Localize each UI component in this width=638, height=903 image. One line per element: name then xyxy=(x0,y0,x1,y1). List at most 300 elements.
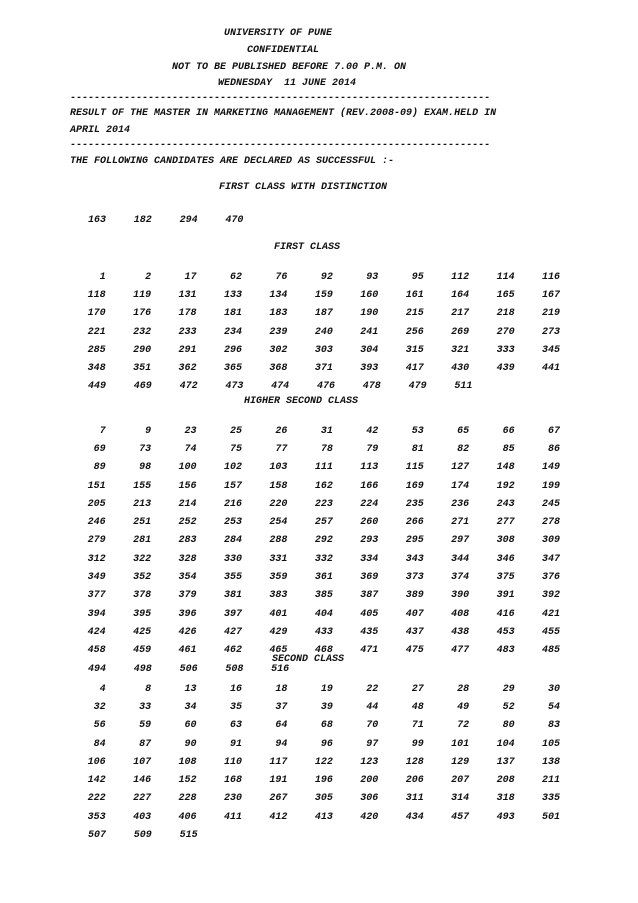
seat-number: 246 xyxy=(87,517,106,529)
seat-number: 48 xyxy=(411,701,424,713)
seat-number: 335 xyxy=(542,793,561,805)
seat-number: 106 xyxy=(87,756,106,768)
seat-number: 292 xyxy=(314,535,333,547)
seat-number-row xyxy=(70,550,560,568)
seat-number: 406 xyxy=(178,811,197,823)
seat-number: 164 xyxy=(451,289,470,301)
seat-number: 63 xyxy=(229,720,242,732)
seat-number: 142 xyxy=(87,775,106,787)
seat-number-row xyxy=(70,568,560,586)
seat-number: 470 xyxy=(225,214,244,226)
seat-number: 476 xyxy=(316,381,335,393)
grid-distinction xyxy=(70,211,560,229)
seat-number: 449 xyxy=(87,381,106,393)
result-title-line1: RESULT OF THE MASTER IN MARKETING MANAGEMENT (REV.2008-09) EXAM.HELD IN xyxy=(70,108,497,119)
seat-number: 331 xyxy=(269,553,288,565)
seat-number: 473 xyxy=(225,381,244,393)
seat-number: 483 xyxy=(496,645,515,657)
seat-number: 457 xyxy=(451,811,470,823)
seat-number-row xyxy=(70,753,560,771)
seat-number: 84 xyxy=(93,738,106,750)
seat-number: 394 xyxy=(87,608,106,620)
seat-number: 228 xyxy=(178,793,197,805)
seat-number: 206 xyxy=(405,775,424,787)
seat-number: 114 xyxy=(496,271,515,283)
seat-number: 474 xyxy=(271,381,290,393)
seat-number: 103 xyxy=(269,462,288,474)
seat-number: 330 xyxy=(223,553,242,565)
seat-number: 241 xyxy=(360,326,379,338)
seat-number: 230 xyxy=(223,793,242,805)
seat-number: 100 xyxy=(178,462,197,474)
seat-number: 334 xyxy=(360,553,379,565)
seat-number: 235 xyxy=(405,498,424,510)
header-confidential: CONFIDENTIAL xyxy=(247,45,320,56)
seat-number: 303 xyxy=(314,344,333,356)
seat-number: 165 xyxy=(496,289,515,301)
seat-number: 76 xyxy=(275,271,288,283)
seat-number: 369 xyxy=(360,572,379,584)
seat-number: 498 xyxy=(133,663,152,675)
seat-number: 157 xyxy=(223,480,242,492)
seat-number: 294 xyxy=(179,214,198,226)
seat-number: 253 xyxy=(223,517,242,529)
seat-number-row xyxy=(70,268,560,286)
seat-number: 227 xyxy=(133,793,152,805)
seat-number: 181 xyxy=(223,308,242,320)
seat-number: 411 xyxy=(223,811,242,823)
seat-number: 267 xyxy=(269,793,288,805)
seat-number: 13 xyxy=(184,683,197,695)
seat-number: 96 xyxy=(320,738,333,750)
section-title-first-class: FIRST CLASS xyxy=(274,242,341,253)
seat-number: 69 xyxy=(93,443,106,455)
seat-number: 54 xyxy=(548,701,561,713)
seat-number: 78 xyxy=(320,443,333,455)
seat-number: 86 xyxy=(548,443,561,455)
seat-number: 113 xyxy=(360,462,379,474)
seat-number: 351 xyxy=(133,363,152,375)
seat-number: 346 xyxy=(496,553,515,565)
seat-number: 158 xyxy=(269,480,288,492)
seat-number: 441 xyxy=(542,363,561,375)
seat-number: 361 xyxy=(314,572,333,584)
seat-number: 138 xyxy=(542,756,561,768)
seat-number: 243 xyxy=(496,498,515,510)
seat-number-row xyxy=(70,359,560,377)
seat-number: 102 xyxy=(223,462,242,474)
seat-number: 416 xyxy=(496,608,515,620)
seat-number-row xyxy=(70,587,560,605)
declaration: THE FOLLOWING CANDIDATES ARE DECLARED AS SUCCESSFUL :- xyxy=(70,156,395,167)
seat-number: 44 xyxy=(366,701,379,713)
seat-number: 127 xyxy=(451,462,470,474)
seat-number: 236 xyxy=(451,498,470,510)
seat-number: 35 xyxy=(229,701,242,713)
seat-number-row xyxy=(70,771,560,789)
seat-number: 516 xyxy=(271,663,290,675)
seat-number: 404 xyxy=(314,608,333,620)
seat-number-row xyxy=(70,735,560,753)
seat-number: 425 xyxy=(133,626,152,638)
seat-number: 60 xyxy=(184,720,197,732)
seat-number-row xyxy=(70,532,560,550)
seat-number: 479 xyxy=(408,381,427,393)
seat-number: 71 xyxy=(411,720,424,732)
seat-number: 383 xyxy=(269,590,288,602)
seat-number: 348 xyxy=(87,363,106,375)
seat-number: 293 xyxy=(360,535,379,547)
seat-number: 119 xyxy=(133,289,152,301)
seat-number: 155 xyxy=(133,480,152,492)
seat-number: 397 xyxy=(223,608,242,620)
seat-number: 77 xyxy=(275,443,288,455)
seat-number: 83 xyxy=(548,720,561,732)
seat-number: 433 xyxy=(314,626,333,638)
seat-number: 295 xyxy=(405,535,424,547)
seat-number: 233 xyxy=(178,326,197,338)
seat-number: 65 xyxy=(457,425,470,437)
seat-number: 108 xyxy=(178,756,197,768)
seat-number: 461 xyxy=(178,645,197,657)
grid-second-class xyxy=(70,680,560,845)
seat-number: 99 xyxy=(411,738,424,750)
seat-number: 97 xyxy=(366,738,379,750)
seat-number: 359 xyxy=(269,572,288,584)
seat-number: 279 xyxy=(87,535,106,547)
header-university: UNIVERSITY OF PUNE xyxy=(224,28,333,39)
seat-number: 355 xyxy=(223,572,242,584)
seat-number: 315 xyxy=(405,344,424,356)
seat-number: 53 xyxy=(411,425,424,437)
seat-number-row xyxy=(70,513,560,531)
header-publish-note: NOT TO BE PUBLISHED BEFORE 7.00 P.M. ON xyxy=(172,62,407,73)
seat-number: 392 xyxy=(542,590,561,602)
seat-number: 458 xyxy=(87,645,106,657)
divider-top: ---------------------------------------------------------------------- xyxy=(70,93,491,104)
seat-number: 34 xyxy=(184,701,197,713)
seat-number: 354 xyxy=(178,572,197,584)
section-title-second-class: SECOND CLASS xyxy=(272,654,345,665)
seat-number: 80 xyxy=(502,720,515,732)
seat-number: 429 xyxy=(269,626,288,638)
seat-number: 430 xyxy=(451,363,470,375)
seat-number: 91 xyxy=(229,738,242,750)
header-publish-date: WEDNESDAY 11 JUNE 2014 xyxy=(218,78,357,89)
seat-number: 260 xyxy=(360,517,379,529)
seat-number: 257 xyxy=(314,517,333,529)
seat-number-row xyxy=(70,440,560,458)
seat-number: 39 xyxy=(320,701,333,713)
seat-number: 277 xyxy=(496,517,515,529)
grid-higher-second xyxy=(70,422,560,678)
seat-number: 515 xyxy=(179,830,198,842)
seat-number: 362 xyxy=(178,363,197,375)
seat-number: 352 xyxy=(133,572,152,584)
seat-number: 4 xyxy=(99,683,106,695)
seat-number: 353 xyxy=(87,811,106,823)
seat-number: 427 xyxy=(223,626,242,638)
seat-number: 182 xyxy=(133,214,152,226)
seat-number: 2 xyxy=(145,271,152,283)
seat-number: 494 xyxy=(87,663,106,675)
seat-number: 314 xyxy=(451,793,470,805)
grid-first-class xyxy=(70,268,560,396)
seat-number: 281 xyxy=(133,535,152,547)
seat-number: 291 xyxy=(178,344,197,356)
seat-number: 56 xyxy=(93,720,106,732)
seat-number: 152 xyxy=(178,775,197,787)
seat-number: 224 xyxy=(360,498,379,510)
seat-number: 459 xyxy=(133,645,152,657)
seat-number: 220 xyxy=(269,498,288,510)
seat-number: 270 xyxy=(496,326,515,338)
seat-number: 62 xyxy=(229,271,242,283)
seat-number: 123 xyxy=(360,756,379,768)
seat-number: 328 xyxy=(178,553,197,565)
seat-number: 199 xyxy=(542,480,561,492)
seat-number-row xyxy=(70,211,560,229)
section-title-distinction: FIRST CLASS WITH DISTINCTION xyxy=(219,182,388,193)
seat-number: 160 xyxy=(360,289,379,301)
seat-number: 29 xyxy=(502,683,515,695)
seat-number: 506 xyxy=(179,663,198,675)
seat-number: 468 xyxy=(314,645,333,657)
seat-number: 332 xyxy=(314,553,333,565)
seat-number: 385 xyxy=(314,590,333,602)
seat-number: 149 xyxy=(542,462,561,474)
seat-number: 17 xyxy=(184,271,197,283)
seat-number: 507 xyxy=(87,830,106,842)
seat-number-row xyxy=(70,477,560,495)
seat-number: 509 xyxy=(133,830,152,842)
seat-number-row xyxy=(70,623,560,641)
seat-number: 216 xyxy=(223,498,242,510)
seat-number: 151 xyxy=(87,480,106,492)
seat-number: 391 xyxy=(496,590,515,602)
seat-number: 167 xyxy=(542,289,561,301)
seat-number: 373 xyxy=(405,572,424,584)
seat-number: 118 xyxy=(87,289,106,301)
seat-number: 374 xyxy=(451,572,470,584)
seat-number: 290 xyxy=(133,344,152,356)
seat-number: 508 xyxy=(225,663,244,675)
seat-number: 67 xyxy=(548,425,561,437)
seat-number: 285 xyxy=(87,344,106,356)
seat-number: 273 xyxy=(542,326,561,338)
seat-number: 66 xyxy=(502,425,515,437)
seat-number: 176 xyxy=(133,308,152,320)
seat-number: 407 xyxy=(405,608,424,620)
seat-number: 223 xyxy=(314,498,333,510)
seat-number: 311 xyxy=(405,793,424,805)
seat-number: 52 xyxy=(502,701,515,713)
seat-number-row xyxy=(70,422,560,440)
seat-number: 200 xyxy=(360,775,379,787)
seat-number: 174 xyxy=(451,480,470,492)
seat-number: 221 xyxy=(87,326,106,338)
seat-number: 420 xyxy=(360,811,379,823)
seat-number: 318 xyxy=(496,793,515,805)
seat-number: 74 xyxy=(184,443,197,455)
seat-number: 252 xyxy=(178,517,197,529)
seat-number-row xyxy=(70,680,560,698)
seat-number: 213 xyxy=(133,498,152,510)
seat-number: 378 xyxy=(133,590,152,602)
seat-number: 302 xyxy=(269,344,288,356)
seat-number: 477 xyxy=(451,645,470,657)
seat-number: 345 xyxy=(542,344,561,356)
seat-number-row xyxy=(70,305,560,323)
seat-number: 426 xyxy=(178,626,197,638)
seat-number: 395 xyxy=(133,608,152,620)
seat-number: 8 xyxy=(145,683,152,695)
seat-number: 161 xyxy=(405,289,424,301)
result-title-line2: APRIL 2014 xyxy=(70,125,131,136)
seat-number-row xyxy=(70,459,560,477)
seat-number-row xyxy=(70,605,560,623)
seat-number: 37 xyxy=(275,701,288,713)
seat-number: 215 xyxy=(405,308,424,320)
seat-number: 122 xyxy=(314,756,333,768)
seat-number: 92 xyxy=(320,271,333,283)
seat-number: 162 xyxy=(314,480,333,492)
seat-number: 18 xyxy=(275,683,288,695)
seat-number: 187 xyxy=(314,308,333,320)
seat-number: 16 xyxy=(229,683,242,695)
seat-number: 379 xyxy=(178,590,197,602)
seat-number: 183 xyxy=(269,308,288,320)
seat-number: 73 xyxy=(139,443,152,455)
seat-number: 115 xyxy=(405,462,424,474)
seat-number: 159 xyxy=(314,289,333,301)
seat-number: 137 xyxy=(496,756,515,768)
seat-number: 344 xyxy=(451,553,470,565)
seat-number: 371 xyxy=(314,363,333,375)
seat-number-row xyxy=(70,826,560,844)
seat-number: 156 xyxy=(178,480,197,492)
seat-number: 439 xyxy=(496,363,515,375)
seat-number: 501 xyxy=(542,811,561,823)
seat-number-row xyxy=(70,286,560,304)
seat-number: 22 xyxy=(366,683,379,695)
seat-number: 424 xyxy=(87,626,106,638)
seat-number: 377 xyxy=(87,590,106,602)
seat-number: 453 xyxy=(496,626,515,638)
seat-number: 19 xyxy=(320,683,333,695)
seat-number: 23 xyxy=(184,425,197,437)
seat-number: 413 xyxy=(314,811,333,823)
seat-number: 68 xyxy=(320,720,333,732)
seat-number-row xyxy=(70,378,560,396)
seat-number: 1 xyxy=(99,271,106,283)
seat-number: 217 xyxy=(451,308,470,320)
seat-number: 269 xyxy=(451,326,470,338)
seat-number: 30 xyxy=(548,683,561,695)
seat-number: 87 xyxy=(139,738,152,750)
seat-number: 239 xyxy=(269,326,288,338)
seat-number: 95 xyxy=(411,271,424,283)
seat-number: 101 xyxy=(451,738,470,750)
seat-number-row xyxy=(70,495,560,513)
seat-number: 288 xyxy=(269,535,288,547)
seat-number: 89 xyxy=(93,462,106,474)
seat-number: 219 xyxy=(542,308,561,320)
seat-number: 297 xyxy=(451,535,470,547)
seat-number-row xyxy=(70,698,560,716)
seat-number: 240 xyxy=(314,326,333,338)
seat-number: 393 xyxy=(360,363,379,375)
seat-number: 390 xyxy=(451,590,470,602)
seat-number: 471 xyxy=(360,645,379,657)
seat-number-row xyxy=(70,790,560,808)
seat-number: 191 xyxy=(269,775,288,787)
seat-number: 196 xyxy=(314,775,333,787)
seat-number: 128 xyxy=(405,756,424,768)
seat-number: 283 xyxy=(178,535,197,547)
seat-number: 254 xyxy=(269,517,288,529)
seat-number: 110 xyxy=(223,756,242,768)
seat-number: 148 xyxy=(496,462,515,474)
seat-number: 403 xyxy=(133,811,152,823)
seat-number: 511 xyxy=(454,381,473,393)
seat-number: 478 xyxy=(362,381,381,393)
seat-number: 75 xyxy=(229,443,242,455)
seat-number: 322 xyxy=(133,553,152,565)
seat-number: 485 xyxy=(542,645,561,657)
seat-number: 465 xyxy=(269,645,288,657)
seat-number: 375 xyxy=(496,572,515,584)
seat-number: 412 xyxy=(269,811,288,823)
seat-number: 245 xyxy=(542,498,561,510)
seat-number: 33 xyxy=(139,701,152,713)
seat-number: 42 xyxy=(366,425,379,437)
seat-number: 7 xyxy=(99,425,106,437)
seat-number: 408 xyxy=(451,608,470,620)
seat-number: 333 xyxy=(496,344,515,356)
seat-number: 256 xyxy=(405,326,424,338)
seat-number: 305 xyxy=(314,793,333,805)
seat-number: 308 xyxy=(496,535,515,547)
seat-number: 211 xyxy=(542,775,561,787)
seat-number: 32 xyxy=(93,701,106,713)
seat-number: 64 xyxy=(275,720,288,732)
seat-number: 421 xyxy=(542,608,561,620)
seat-number: 321 xyxy=(451,344,470,356)
seat-number: 85 xyxy=(502,443,515,455)
seat-number: 278 xyxy=(542,517,561,529)
seat-number: 304 xyxy=(360,344,379,356)
seat-number: 131 xyxy=(178,289,197,301)
seat-number-row xyxy=(70,323,560,341)
seat-number: 309 xyxy=(542,535,561,547)
seat-number: 169 xyxy=(405,480,424,492)
seat-number: 306 xyxy=(360,793,379,805)
seat-number: 134 xyxy=(269,289,288,301)
seat-number: 296 xyxy=(223,344,242,356)
seat-number: 438 xyxy=(451,626,470,638)
seat-number: 81 xyxy=(411,443,424,455)
seat-number: 266 xyxy=(405,517,424,529)
seat-number: 25 xyxy=(229,425,242,437)
seat-number: 168 xyxy=(223,775,242,787)
seat-number: 455 xyxy=(542,626,561,638)
seat-number: 437 xyxy=(405,626,424,638)
seat-number: 401 xyxy=(269,608,288,620)
seat-number: 365 xyxy=(223,363,242,375)
seat-number: 389 xyxy=(405,590,424,602)
seat-number: 31 xyxy=(320,425,333,437)
